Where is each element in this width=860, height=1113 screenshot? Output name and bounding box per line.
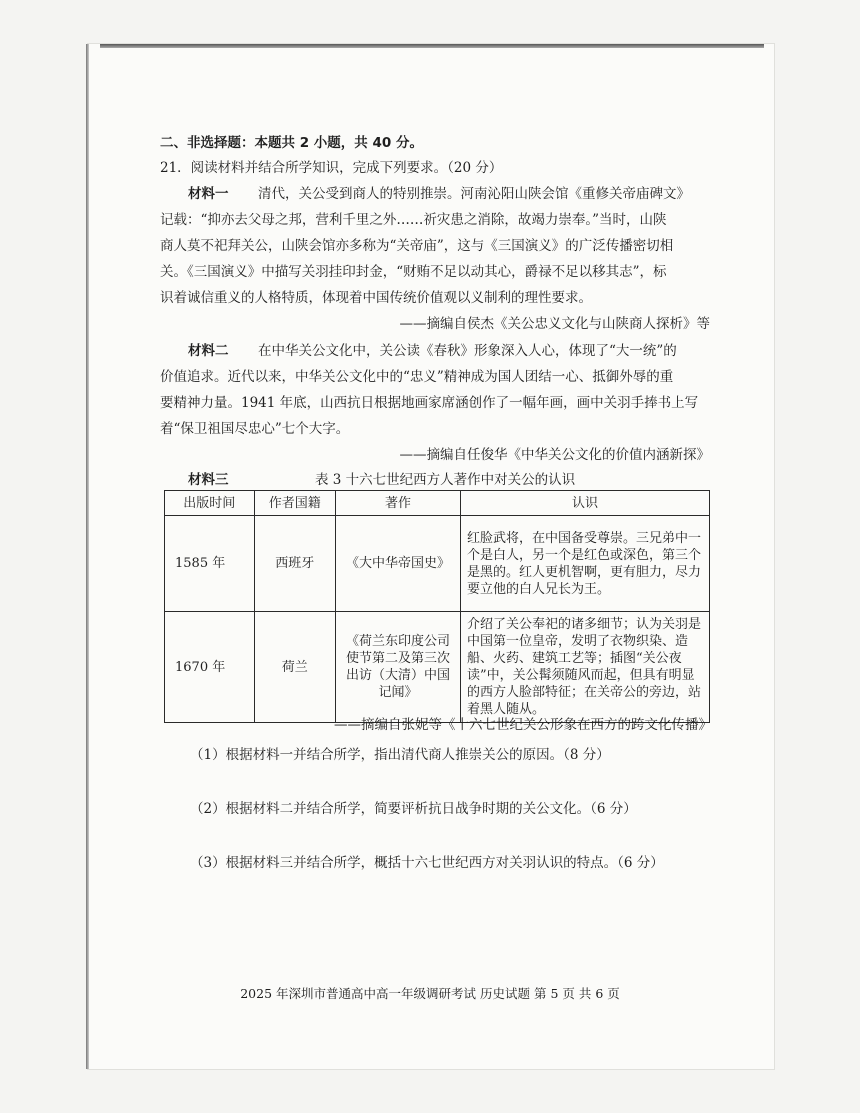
cell-nation: 荷兰 — [254, 612, 335, 723]
material3-label: 材料三 — [188, 472, 229, 488]
header-time: 出版时间 — [165, 491, 255, 516]
material1-line: 识着诚信重义的人格特质，体现着中国传统价值观以义制利的理性要求。 — [160, 290, 592, 306]
cell-view-text: 红脸武将，在中国备受尊崇。三兄弟中一个是白人，另一个是红色或深色，第三个是黑的。红人更机智啊，更有胆力，尽力要立他的白人兄长为王。 — [467, 530, 702, 597]
material3-source: ——摘编自张妮等《十六七世纪关公形象在西方的跨文化传播》 — [334, 717, 712, 733]
cell-work-text: 《大中华帝国史》 — [345, 556, 450, 571]
page-footer: 2025 年深圳市普通高中高一年级调研考试 历史试题 第 5 页 共 6 页 — [240, 986, 620, 1001]
cell-view — [461, 516, 710, 612]
material2-line: 要精神力量。1941 年底，山西抗日根据地画家席涵创作了一幅年画，画中关羽手捧书上写 — [160, 395, 699, 411]
cell-nation: 西班牙 — [254, 516, 335, 612]
material1-line: 商人莫不祀拜关公，山陕会馆亦多称为“关帝庙”，这与《三国演义》的广泛传播密切相 — [160, 238, 674, 254]
cell-work-text: 《荷兰东印度公司使节第二及第三次出访（大清）中国记闻》 — [345, 634, 450, 700]
scan-edge-left — [86, 44, 89, 1069]
material1-line: 记载：“抑亦去父母之邦，营利千里之外……祈灾患之消除，故竭力崇奉。”当时，山陕 — [160, 212, 667, 228]
material2-line: 在中华关公文化中，关公读《春秋》形象深入人心，体现了“大一统”的 — [258, 343, 677, 359]
material1-label: 材料一 — [188, 186, 229, 202]
material1-line: 清代，关公受到商人的特别推崇。河南沁阳山陕会馆《重修关帝庙碑文》 — [258, 186, 690, 202]
header-view: 认识 — [461, 491, 710, 516]
section-heading: 二、非选择题：本题共 2 小题，共 40 分。 — [160, 135, 423, 151]
cell-view — [461, 612, 710, 723]
cell-work — [335, 612, 460, 723]
cell-work — [335, 516, 460, 612]
table-caption: 表 3 十六七世纪西方人著作中对关公的认识 — [315, 472, 576, 488]
material1-source: ——摘编自侯杰《关公忠义文化与山陕商人探析》等 — [399, 316, 710, 332]
cell-view-text: 介绍了关公奉祀的诸多细节；认为关羽是中国第一位皇帝，发明了衣物织染、造船、火药、建筑工艺等；插图“关公夜读”中，关公髯须随风而起，但具有明显的西方人脸部特征；在关帝公的旁边，站着黑人随从。 — [467, 617, 702, 717]
question-2: （2）根据材料二并结合所学，简要评析抗日战争时期的关公文化。（6 分） — [190, 801, 637, 817]
material1-line: 关。《三国演义》中描写关羽挂印封金，“财贿不足以动其心，爵禄不足以移其志”，标 — [160, 264, 667, 280]
material2-source: ——摘编自任俊华《中华关公文化的价值内涵新探》 — [399, 447, 710, 463]
question-intro: 21．阅读材料并结合所学知识，完成下列要求。（20 分） — [160, 160, 503, 176]
scan-edge-top — [100, 44, 764, 48]
table-row — [165, 612, 710, 723]
question-1: （1）根据材料一并结合所学，指出清代商人推崇关公的原因。（8 分） — [190, 747, 610, 763]
guan-gong-table — [164, 490, 710, 723]
header-work: 著作 — [335, 491, 460, 516]
material2-label: 材料二 — [188, 343, 229, 359]
cell-time: 1670 年 — [165, 612, 255, 723]
material2-line: 着“保卫祖国尽忠心”七个大字。 — [160, 421, 350, 437]
cell-time: 1585 年 — [165, 516, 255, 612]
table-header-row — [165, 491, 710, 516]
table-row — [165, 516, 710, 612]
material2-line: 价值追求。近代以来，中华关公文化中的“忠义”精神成为国人团结一心、抵御外辱的重 — [160, 369, 674, 385]
header-nation: 作者国籍 — [254, 491, 335, 516]
question-3: （3）根据材料三并结合所学，概括十六七世纪西方对关羽认识的特点。（6 分） — [190, 855, 664, 871]
